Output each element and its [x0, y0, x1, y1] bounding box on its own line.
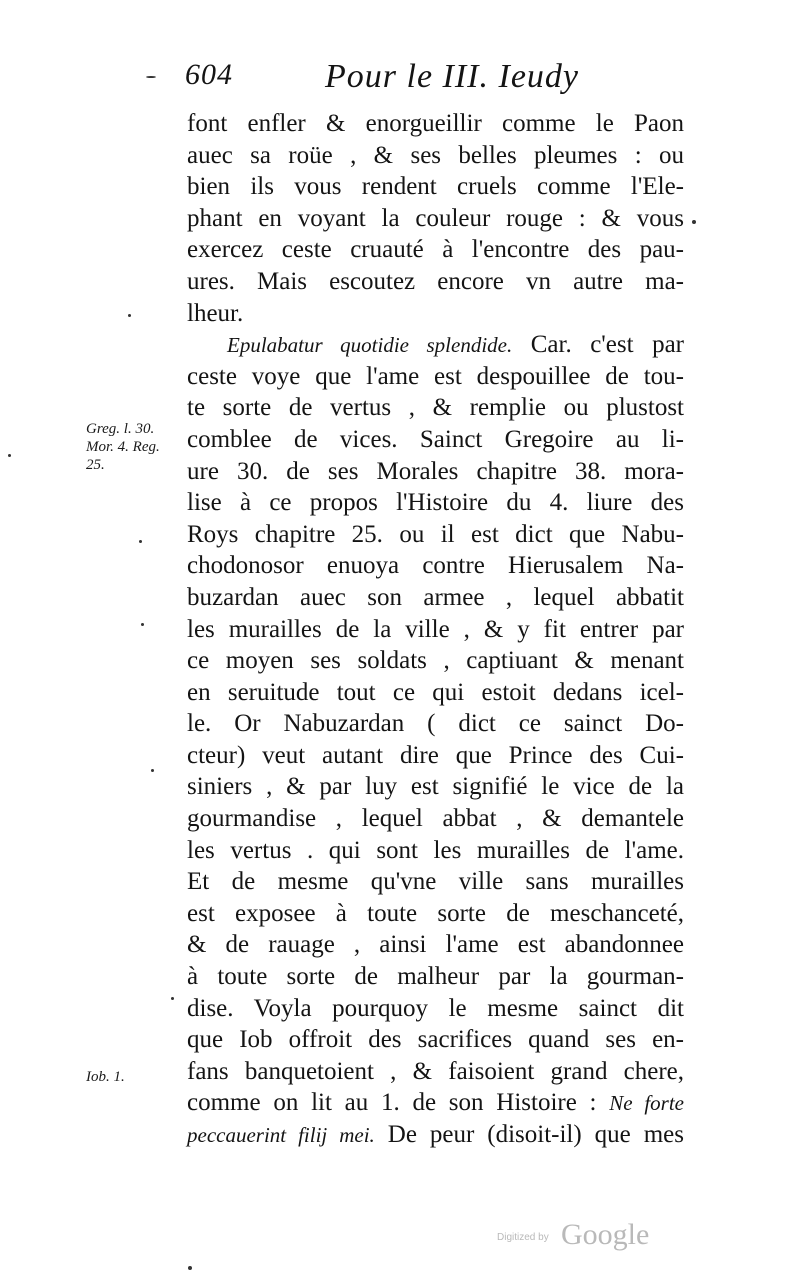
ink-speck: [171, 997, 174, 1000]
text-line: fans banquetoient , & faisoient grand chere,: [187, 1057, 684, 1085]
watermark-prefix: Digitized by: [497, 1232, 549, 1243]
text-line: lise à ce propos l'Histoire du 4. liure des: [187, 489, 684, 517]
text-line: [187, 1087, 684, 1119]
text-line: ures. Mais escoutez encore vn autre ma-: [187, 267, 684, 295]
text-line: gourmandise , lequel abbat , & demantele: [187, 805, 684, 833]
text-line: ceste voye que l'ame est despouillee de tou-: [187, 362, 684, 390]
text-line: exercez ceste cruauté à l'encontre des pau-: [187, 236, 684, 264]
text-line: auec sa roüe , & ses belles pleumes : ou: [187, 141, 684, 169]
text-line: Roys chapitre 25. ou il est dict que Nabu-: [187, 520, 684, 548]
latin-quote: Ne forte: [609, 1091, 684, 1116]
google-watermark: [497, 1218, 657, 1252]
text-line: Et de mesme qu'vne ville sans murailles: [187, 868, 684, 896]
text-segment: comme on lit au 1. de son Histoire :: [187, 1089, 597, 1117]
text-line: les murailles de la ville , & y fit entrer par: [187, 615, 684, 643]
text-line: cteur) veut autant dire que Prince des Cui-: [187, 741, 684, 769]
ink-speck: [188, 1266, 192, 1270]
margin-note-gregory: [86, 420, 160, 474]
text-line: bien ils vous rendent cruels comme l'Ele-: [187, 173, 684, 201]
text-line: siniers , & par luy est signifié le vice de la: [187, 773, 684, 801]
text-line: [187, 1119, 684, 1151]
margin-note-line: Greg. l. 30.: [86, 421, 155, 437]
ink-speck: [151, 769, 154, 772]
ink-speck: [692, 220, 696, 224]
page-header: [185, 58, 685, 108]
latin-quote: peccauerint filij mei.: [187, 1123, 375, 1147]
text-line: ce moyen ses soldats , captiuant & menant: [187, 647, 684, 675]
text-line: lheur.: [187, 299, 244, 327]
text-line: te sorte de vertus , & remplie ou plustost: [187, 394, 684, 422]
text-line: en seruitude tout ce qui estoit dedans icel-: [187, 678, 684, 706]
margin-note-iob: [86, 1068, 125, 1086]
ink-speck: [128, 314, 131, 317]
ink-speck: [139, 540, 142, 543]
text-line: dise. Voyla pourquoy le mesme sainct dit: [187, 994, 684, 1022]
text-line: buzardan auec son armee , lequel abbatit: [187, 583, 684, 611]
margin-note-line: 25.: [86, 457, 105, 473]
body-text: [187, 108, 684, 1151]
text-line: à toute sorte de malheur par la gourman-: [187, 963, 684, 991]
text-line: les vertus . qui sont les murailles de l'ame.: [187, 836, 684, 864]
text-line: comblee de vices. Sainct Gregoire au li-: [187, 425, 684, 453]
running-head: Pour le III. Ieudy: [325, 58, 580, 95]
ink-speck: [8, 454, 11, 457]
text-line: [187, 329, 684, 361]
text-line: ure 30. de ses Morales chapitre 38. mora-: [187, 457, 684, 485]
text-line: chodonosor enuoya contre Hierusalem Na-: [187, 552, 684, 580]
margin-note-line: Mor. 4. Reg.: [86, 439, 160, 455]
text-line: font enfler & enorgueillir comme le Paon: [187, 110, 684, 137]
text-line: est exposee à toute sorte de meschanceté,: [187, 899, 684, 927]
page-number: 604: [185, 58, 233, 91]
watermark-logo: Google: [561, 1218, 650, 1251]
ink-speck: [141, 623, 144, 626]
text-line: & de rauage , ainsi l'ame est abandonnee: [187, 931, 684, 959]
latin-quote: Epulabatur quotidie splendide.: [227, 333, 513, 358]
text-line: le. Or Nabuzardan ( dict ce sainct Do-: [187, 710, 684, 738]
text-segment: De peur (disoit-il) que mes: [387, 1121, 684, 1148]
margin-note-line: Iob. 1.: [86, 1069, 125, 1085]
text-segment: Car. c'est par: [530, 331, 684, 359]
text-line: que Iob offroit des sacrifices quand ses en-: [187, 1026, 684, 1054]
text-line: phant en voyant la couleur rouge : & vous: [187, 204, 684, 232]
ink-speck: [146, 76, 156, 78]
